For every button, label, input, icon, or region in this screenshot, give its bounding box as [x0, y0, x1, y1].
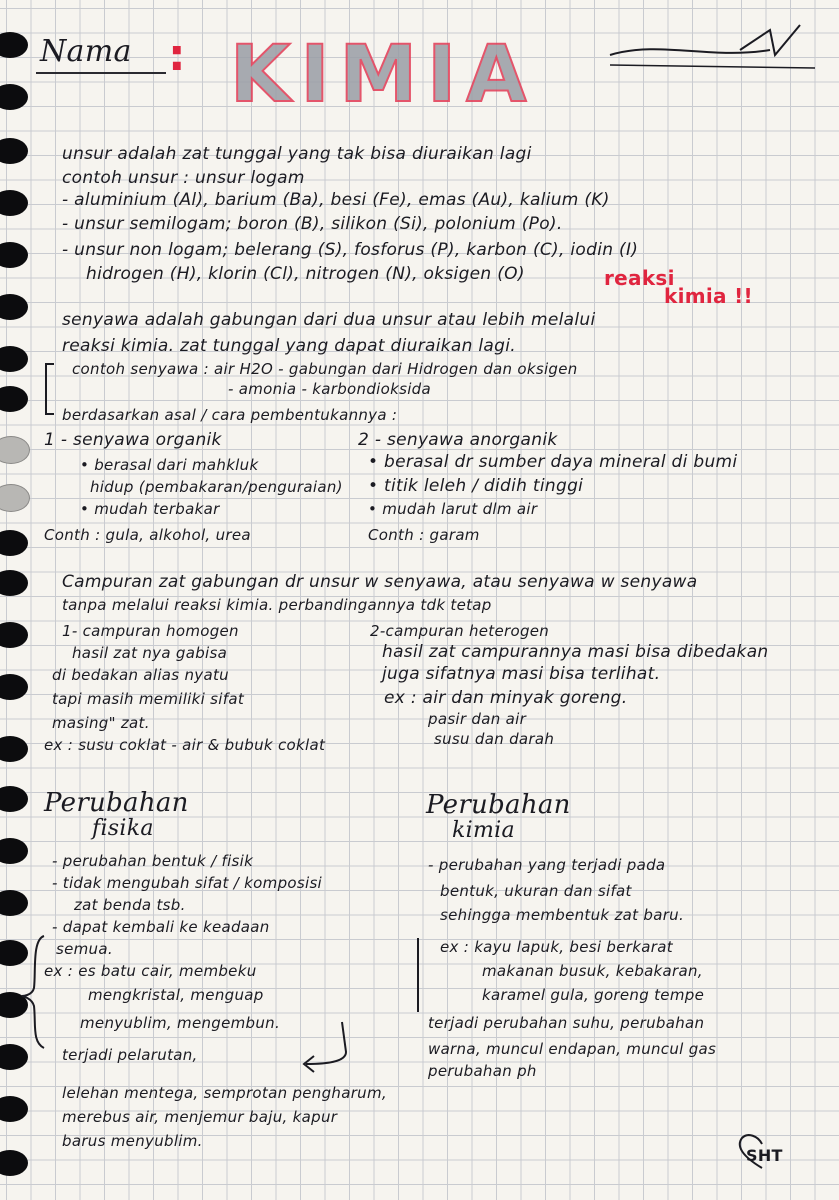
senyawa-contoh-2: - amonia - karbondioksida	[228, 380, 431, 398]
nama-underline	[36, 72, 166, 74]
kimia-example: ex : kayu lapuk, besi berkarat	[440, 938, 673, 956]
anorganik-line: • mudah larut dlm air	[368, 500, 538, 518]
homogen-line: tapi masih memiliki sifat	[52, 690, 245, 708]
fisika-example: ex : es batu cair, membeku	[44, 962, 257, 980]
binder-hole	[0, 1096, 28, 1122]
kimia-line: terjadi perubahan suhu, perubahan	[428, 1014, 705, 1032]
fisika-brace	[14, 932, 54, 1052]
unsur-contoh: contoh unsur : unsur logam	[62, 168, 305, 188]
kimia-line: sehingga membentuk zat baru.	[440, 906, 685, 924]
organik-example: Conth : gula, alkohol, urea	[44, 526, 251, 544]
kimia-line: bentuk, ukuran dan sifat	[440, 882, 632, 900]
fisika-line: lelehan mentega, semprotan pengharum,	[62, 1084, 387, 1102]
kimia-line: - perubahan yang terjadi pada	[428, 856, 666, 874]
bracket	[40, 362, 60, 420]
kimia-bracket	[406, 936, 426, 1016]
reaksi-note-2: kimia !!	[664, 284, 753, 308]
binder-hole	[0, 786, 28, 812]
homogen-line: masing" zat.	[52, 714, 150, 732]
binder-hole	[0, 890, 28, 916]
fisika-line: - perubahan bentuk / fisik	[52, 852, 254, 870]
organik-title: 1 - senyawa organik	[44, 430, 222, 450]
organik-line: hidup (pembakaran/penguraian)	[90, 478, 343, 496]
campuran-definition: Campuran zat gabungan dr unsur w senyawa, atau senyawa w senyawa	[62, 572, 698, 592]
organik-line: • berasal dari mahkluk	[80, 456, 259, 474]
anorganik-title: 2 - senyawa anorganik	[358, 430, 558, 450]
binder-hole	[0, 32, 28, 58]
kimia-heading: Perubahan	[426, 790, 571, 820]
binder-hole	[0, 674, 28, 700]
heterogen-example: ex : air dan minyak goreng.	[384, 688, 628, 708]
binder-hole	[0, 190, 28, 216]
reaksi-note: reaksi	[604, 266, 675, 290]
fisika-line: zat benda tsb.	[74, 896, 186, 914]
binder-hole	[0, 530, 28, 556]
binder-hole	[0, 1150, 28, 1176]
organik-line: • mudah terbakar	[80, 500, 220, 518]
campuran-definition-2: tanpa melalui reaksi kimia. perbandingannya tdk tetap	[62, 596, 492, 614]
fisika-heading-2: fisika	[92, 816, 154, 841]
binder-hole	[0, 294, 28, 320]
unsur-nonlogam-2: hidrogen (H), klorin (Cl), nitrogen (N), oksigen (O)	[86, 264, 525, 284]
signature: SHT	[746, 1146, 783, 1165]
fisika-example: menyublim, mengembun.	[80, 1014, 281, 1032]
fisika-line: terjadi pelarutan,	[62, 1046, 198, 1064]
heterogen-example: pasir dan air	[428, 710, 527, 728]
fisika-line: semua.	[56, 940, 113, 958]
kimia-line: warna, muncul endapan, muncul gas	[428, 1040, 717, 1058]
nama-label: Nama	[40, 34, 132, 69]
binder-hole	[0, 570, 28, 596]
fisika-heading: Perubahan	[44, 788, 189, 818]
kimia-heading-2: kimia	[452, 818, 515, 843]
unsur-semilogam: - unsur semilogam; boron (B), silikon (Si), polonium (Po).	[62, 214, 563, 234]
anorganik-line: • berasal dr sumber daya mineral di bumi	[368, 452, 738, 472]
binder-hole	[0, 838, 28, 864]
anorganik-line: • titik leleh / didih tinggi	[368, 476, 584, 496]
homogen-title: 1- campuran homogen	[62, 622, 239, 640]
homogen-line: di bedakan alias nyatu	[52, 666, 229, 684]
homogen-line: hasil zat nya gabisa	[72, 644, 228, 662]
header-scribble	[600, 10, 820, 80]
binder-hole	[0, 138, 28, 164]
binder-hole	[0, 484, 30, 512]
binder-hole	[0, 386, 28, 412]
anorganik-example: Conth : garam	[368, 526, 480, 544]
fisika-example: mengkristal, menguap	[88, 986, 264, 1004]
kimia-example: karamel gula, goreng tempe	[482, 986, 705, 1004]
fisika-line: merebus air, menjemur baju, kapur	[62, 1108, 338, 1126]
unsur-nonlogam: - unsur non logam; belerang (S), fosforus (P), karbon (C), iodin (I)	[62, 240, 639, 260]
homogen-example: ex : susu coklat - air & bubuk coklat	[44, 736, 326, 754]
unsur-definition: unsur adalah zat tunggal yang tak bisa diuraikan lagi	[62, 144, 532, 164]
fisika-line: - tidak mengubah sifat / komposisi	[52, 874, 323, 892]
header-colon: :	[168, 30, 186, 81]
binder-hole	[0, 622, 28, 648]
binder-hole	[0, 436, 30, 464]
kimia-line: perubahan ph	[428, 1062, 537, 1080]
heterogen-line: hasil zat campurannya masi bisa dibedakan	[382, 642, 769, 662]
senyawa-contoh: contoh senyawa : air H2O - gabungan dari Hidrogen dan oksigen	[72, 360, 578, 378]
heterogen-example: susu dan darah	[434, 730, 555, 748]
heterogen-title: 2-campuran heterogen	[370, 622, 550, 640]
heterogen-line: juga sifatnya masi bisa terlihat.	[382, 664, 661, 684]
senyawa-berdasarkan: berdasarkan asal / cara pembentukannya :	[62, 406, 398, 424]
arrow-icon	[296, 1018, 356, 1078]
fisika-line: barus menyublim.	[62, 1132, 203, 1150]
binder-hole	[0, 346, 28, 372]
page-title: KIMIA	[230, 30, 537, 120]
fisika-line: - dapat kembali ke keadaan	[52, 918, 270, 936]
senyawa-definition-2: reaksi kimia. zat tunggal yang dapat diuraikan lagi.	[62, 336, 516, 356]
binder-hole	[0, 84, 28, 110]
kimia-example: makanan busuk, kebakaran,	[482, 962, 703, 980]
binder-hole	[0, 242, 28, 268]
unsur-logam: - aluminium (Al), barium (Ba), besi (Fe), emas (Au), kalium (K)	[62, 190, 610, 210]
binder-hole	[0, 736, 28, 762]
senyawa-definition: senyawa adalah gabungan dari dua unsur atau lebih melalui	[62, 310, 596, 330]
